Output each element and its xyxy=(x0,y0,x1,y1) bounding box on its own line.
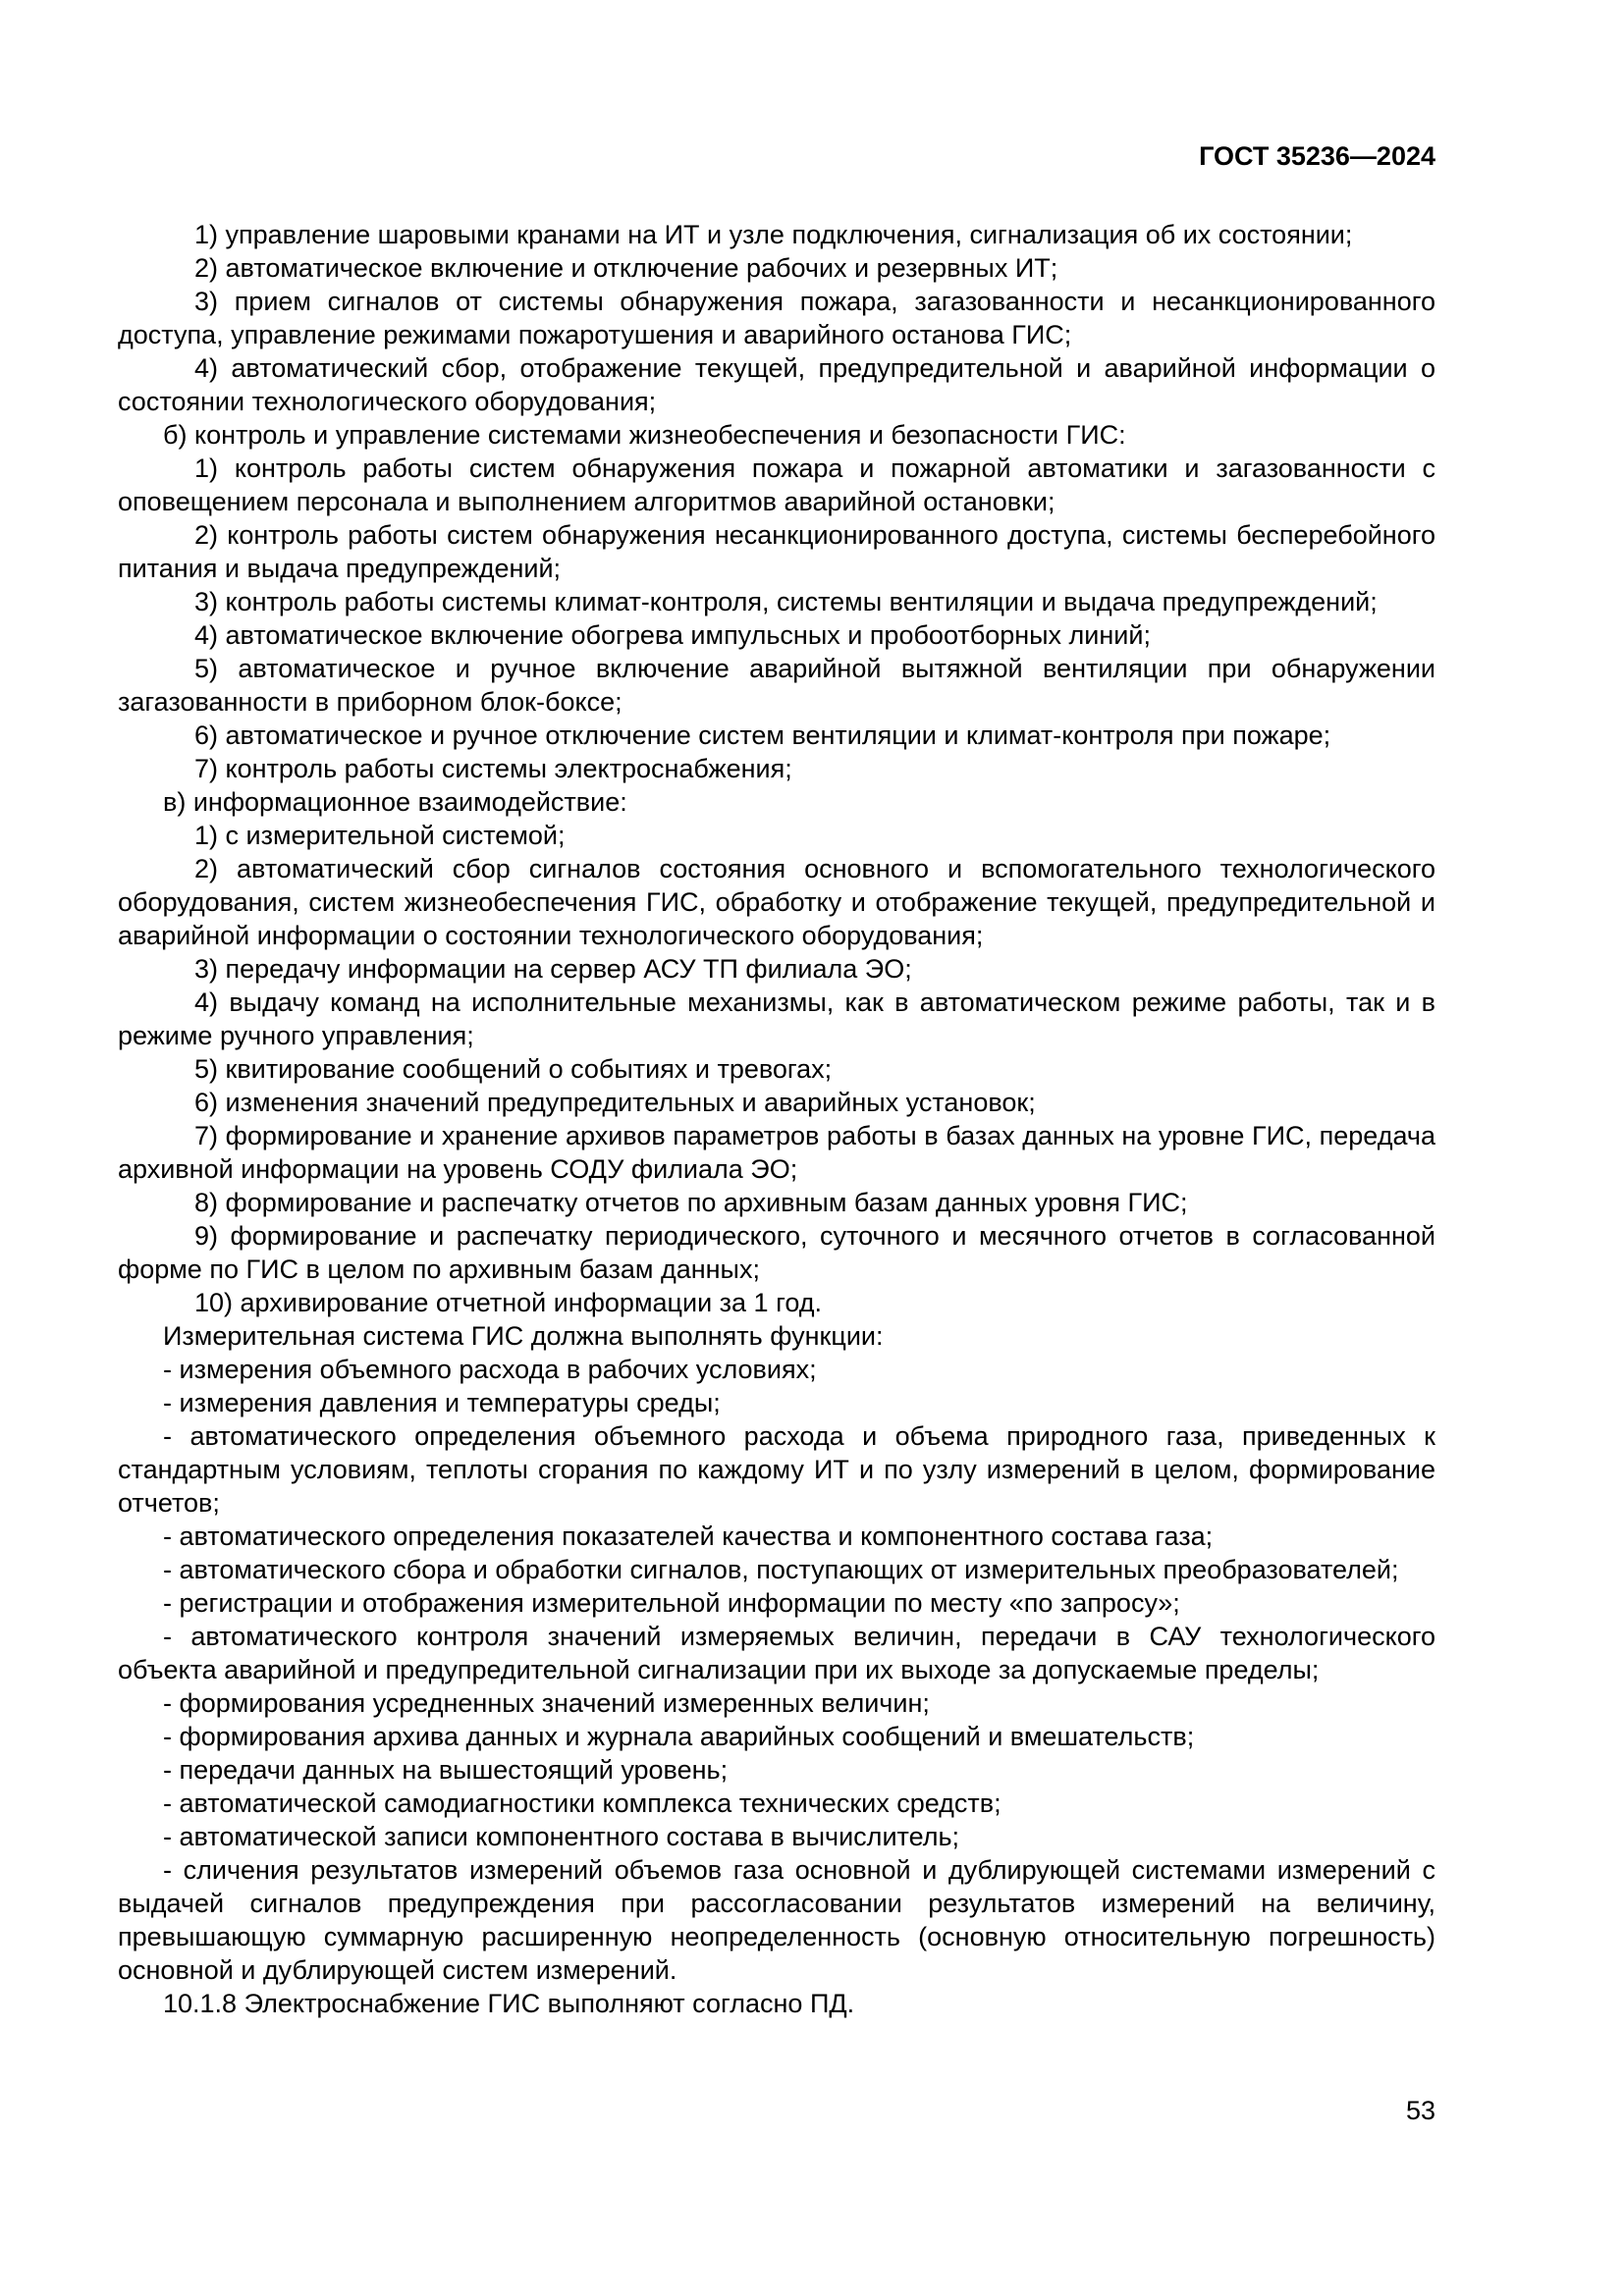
paragraph: 10) архивирование отчетной информации за 1 год. xyxy=(194,1288,823,1317)
paragraph: 1) контроль работы систем обнаружения пожара и пожарной автоматики и загазованности с оповещением персонала и выполнением алгоритмов аварийной остановки; xyxy=(118,454,1435,516)
paragraph: Измерительная система ГИС должна выполнять функции: xyxy=(163,1321,884,1351)
paragraph: - автоматической самодиагностики комплекса технических средств; xyxy=(163,1789,1001,1818)
paragraph: - формирования усредненных значений измеренных величин; xyxy=(163,1688,930,1718)
page-number: 53 xyxy=(1405,2096,1435,2125)
paragraph: 7) контроль работы системы электроснабжения; xyxy=(194,754,792,783)
paragraph: - регистрации и отображения измерительной информации по месту «по запросу»; xyxy=(163,1588,1180,1618)
paragraph: в) информационное взаимодействие: xyxy=(163,787,627,817)
paragraph: - автоматического сбора и обработки сигналов, поступающих от измерительных преобразователей; xyxy=(163,1555,1399,1584)
paragraph: - автоматического определения показателей качества и компонентного состава газа; xyxy=(163,1522,1214,1551)
paragraph: - автоматического определения объемного расхода и объема природного газа, приведенных к стандартным условиям, теплоты сгорания по каждому ИТ и по узлу измерений в целом, формирование отчетов; xyxy=(118,1421,1435,1518)
paragraph: 9) формирование и распечатку периодического, суточного и месячного отчетов в согласованной форме по ГИС в целом по архивным базам данных; xyxy=(118,1221,1435,1284)
document-header xyxy=(118,139,1435,173)
paragraph: 5) квитирование сообщений о событиях и тревогах; xyxy=(194,1054,833,1084)
paragraph: 2) автоматический сбор сигналов состояния основного и вспомогательного технологического оборудования, систем жизнеобеспечения ГИС, обработку и отображение текущей, предупредительной и аварийной информации о состоянии технологического оборудования; xyxy=(118,854,1435,950)
paragraph: 5) автоматическое и ручное включение аварийной вытяжной вентиляции при обнаружении загазованности в приборном блок-боксе; xyxy=(118,654,1435,717)
paragraph: - сличения результатов измерений объемов газа основной и дублирующей системами измерений с выдачей сигналов предупреждения при рассогласовании результатов измерений на величину, превышающую суммарную расширенную неопределенность (основную относительную погрешность) основной и дублирующей систем измерений. xyxy=(118,1855,1435,1985)
paragraph: 3) передачу информации на сервер АСУ ТП филиала ЭО; xyxy=(194,954,912,984)
paragraph: 1) с измерительной системой; xyxy=(194,821,566,850)
paragraph: - автоматической записи компонентного состава в вычислитель; xyxy=(163,1822,960,1851)
paragraph: 7) формирование и хранение архивов параметров работы в базах данных на уровне ГИС, передача архивной информации на уровень СОДУ филиала ЭО; xyxy=(118,1121,1435,1184)
paragraph: 8) формирование и распечатку отчетов по архивным базам данных уровня ГИС; xyxy=(194,1188,1188,1217)
paragraph: 10.1.8 Электроснабжение ГИС выполняют согласно ПД. xyxy=(163,1989,855,2018)
document-body xyxy=(118,218,1435,2020)
paragraph: 2) контроль работы систем обнаружения несанкционированного доступа, системы бесперебойного питания и выдача предупреждений; xyxy=(118,520,1435,583)
paragraph: 3) прием сигналов от системы обнаружения пожара, загазованности и несанкционированного доступа, управление режимами пожаротушения и аварийного останова ГИС; xyxy=(118,287,1435,349)
paragraph: 3) контроль работы системы климат-контроля, системы вентиляции и выдача предупреждений; xyxy=(194,587,1378,616)
paragraph: 1) управление шаровыми кранами на ИТ и узле подключения, сигнализация об их состоянии; xyxy=(194,220,1353,249)
document-footer xyxy=(1406,2094,1435,2127)
paragraph: - измерения объемного расхода в рабочих условиях; xyxy=(163,1355,817,1384)
standard-number: ГОСТ 35236—2024 xyxy=(1199,141,1435,171)
paragraph: - измерения давления и температуры среды; xyxy=(163,1388,721,1417)
paragraph: 6) автоматическое и ручное отключение систем вентиляции и климат-контроля при пожаре; xyxy=(194,721,1331,750)
paragraph: - передачи данных на вышестоящий уровень; xyxy=(163,1755,729,1785)
paragraph: - автоматического контроля значений измеряемых величин, передачи в САУ технологического объекта аварийной и предупредительной сигнализации при их выходе за допускаемые пределы; xyxy=(118,1622,1435,1684)
paragraph: б) контроль и управление системами жизнеобеспечения и безопасности ГИС: xyxy=(163,420,1126,450)
paragraph: 6) изменения значений предупредительных и аварийных установок; xyxy=(194,1088,1036,1117)
paragraph: 4) автоматическое включение обогрева импульсных и пробоотборных линий; xyxy=(194,620,1151,650)
paragraph: - формирования архива данных и журнала аварийных сообщений и вмешательств; xyxy=(163,1722,1195,1751)
paragraph: 2) автоматическое включение и отключение рабочих и резервных ИТ; xyxy=(194,253,1058,283)
paragraph: 4) выдачу команд на исполнительные механизмы, как в автоматическом режиме работы, так и в режиме ручного управления; xyxy=(118,988,1435,1050)
paragraph: 4) автоматический сбор, отображение текущей, предупредительной и аварийной информации о состоянии технологического оборудования; xyxy=(118,353,1435,416)
